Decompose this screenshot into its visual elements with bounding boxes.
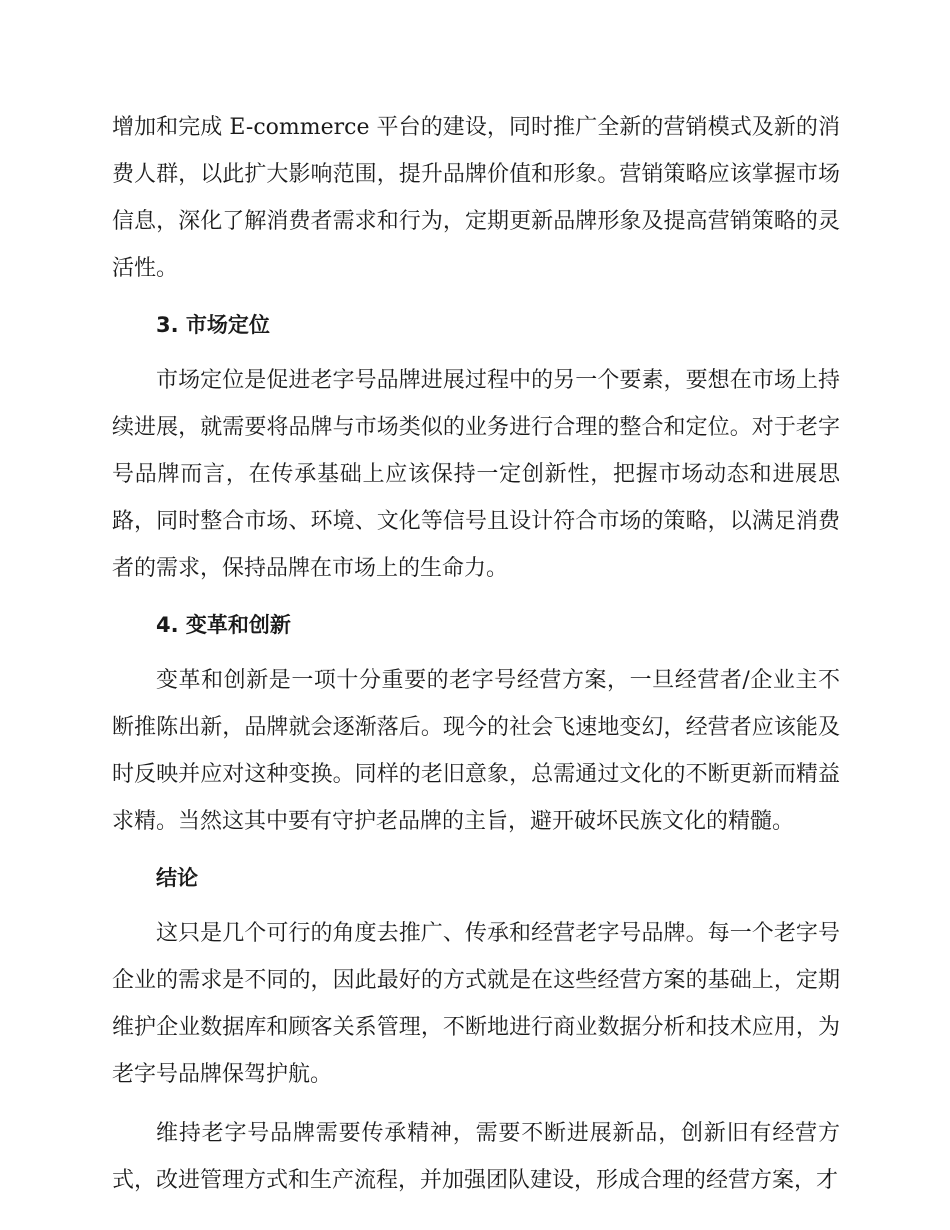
section-4-paragraph: 变革和创新是一项十分重要的老字号经营方案，一旦经营者/企业主不断推陈出新，品牌就会逐渐落后。现今的社会飞速地变幻，经营者应该能及时反映并应对这种变换。同样的老旧意象，总需通过文化的不断更新而精益求精。当然这其中要有守护老品牌的主旨，避开破坏民族文化的精髓。 [112,668,840,834]
section-3-heading: 3. 市场定位 [156,313,270,337]
section-4-heading: 4. 变革和创新 [156,613,291,637]
conclusion-heading: 结论 [156,866,198,890]
conclusion-paragraph-2: 维持老字号品牌需要传承精神，需要不断进展新品，创新旧有经营方式，改进管理方式和生产流程，并加强团队建设，形成合理的经营方案，才 [112,1121,840,1193]
intro-continuation-paragraph: 增加和完成 E-commerce 平台的建设，同时推广全新的营销模式及新的消费人群，以此扩大影响范围，提升品牌价值和形象。营销策略应该掌握市场信息，深化了解消费者需求和行为，定期更新品牌形象及提高营销策略的灵活性。 [112,115,840,281]
section-3-paragraph: 市场定位是促进老字号品牌进展过程中的另一个要素，要想在市场上持续进展，就需要将品牌与市场类似的业务进行合理的整合和定位。对于老字号品牌而言，在传承基础上应该保持一定创新性，把握市场动态和进展思路，同时整合市场、环境、文化等信号且设计符合市场的策略，以满足消费者的需求，保持品牌在市场上的生命力。 [112,368,840,581]
conclusion-paragraph-1: 这只是几个可行的角度去推广、传承和经营老字号品牌。每一个老字号企业的需求是不同的，因此最好的方式就是在这些经营方案的基础上，定期维护企业数据库和顾客关系管理，不断地进行商业数据分析和技术应用，为老字号品牌保驾护航。 [112,921,840,1087]
document-body [112,104,840,1204]
